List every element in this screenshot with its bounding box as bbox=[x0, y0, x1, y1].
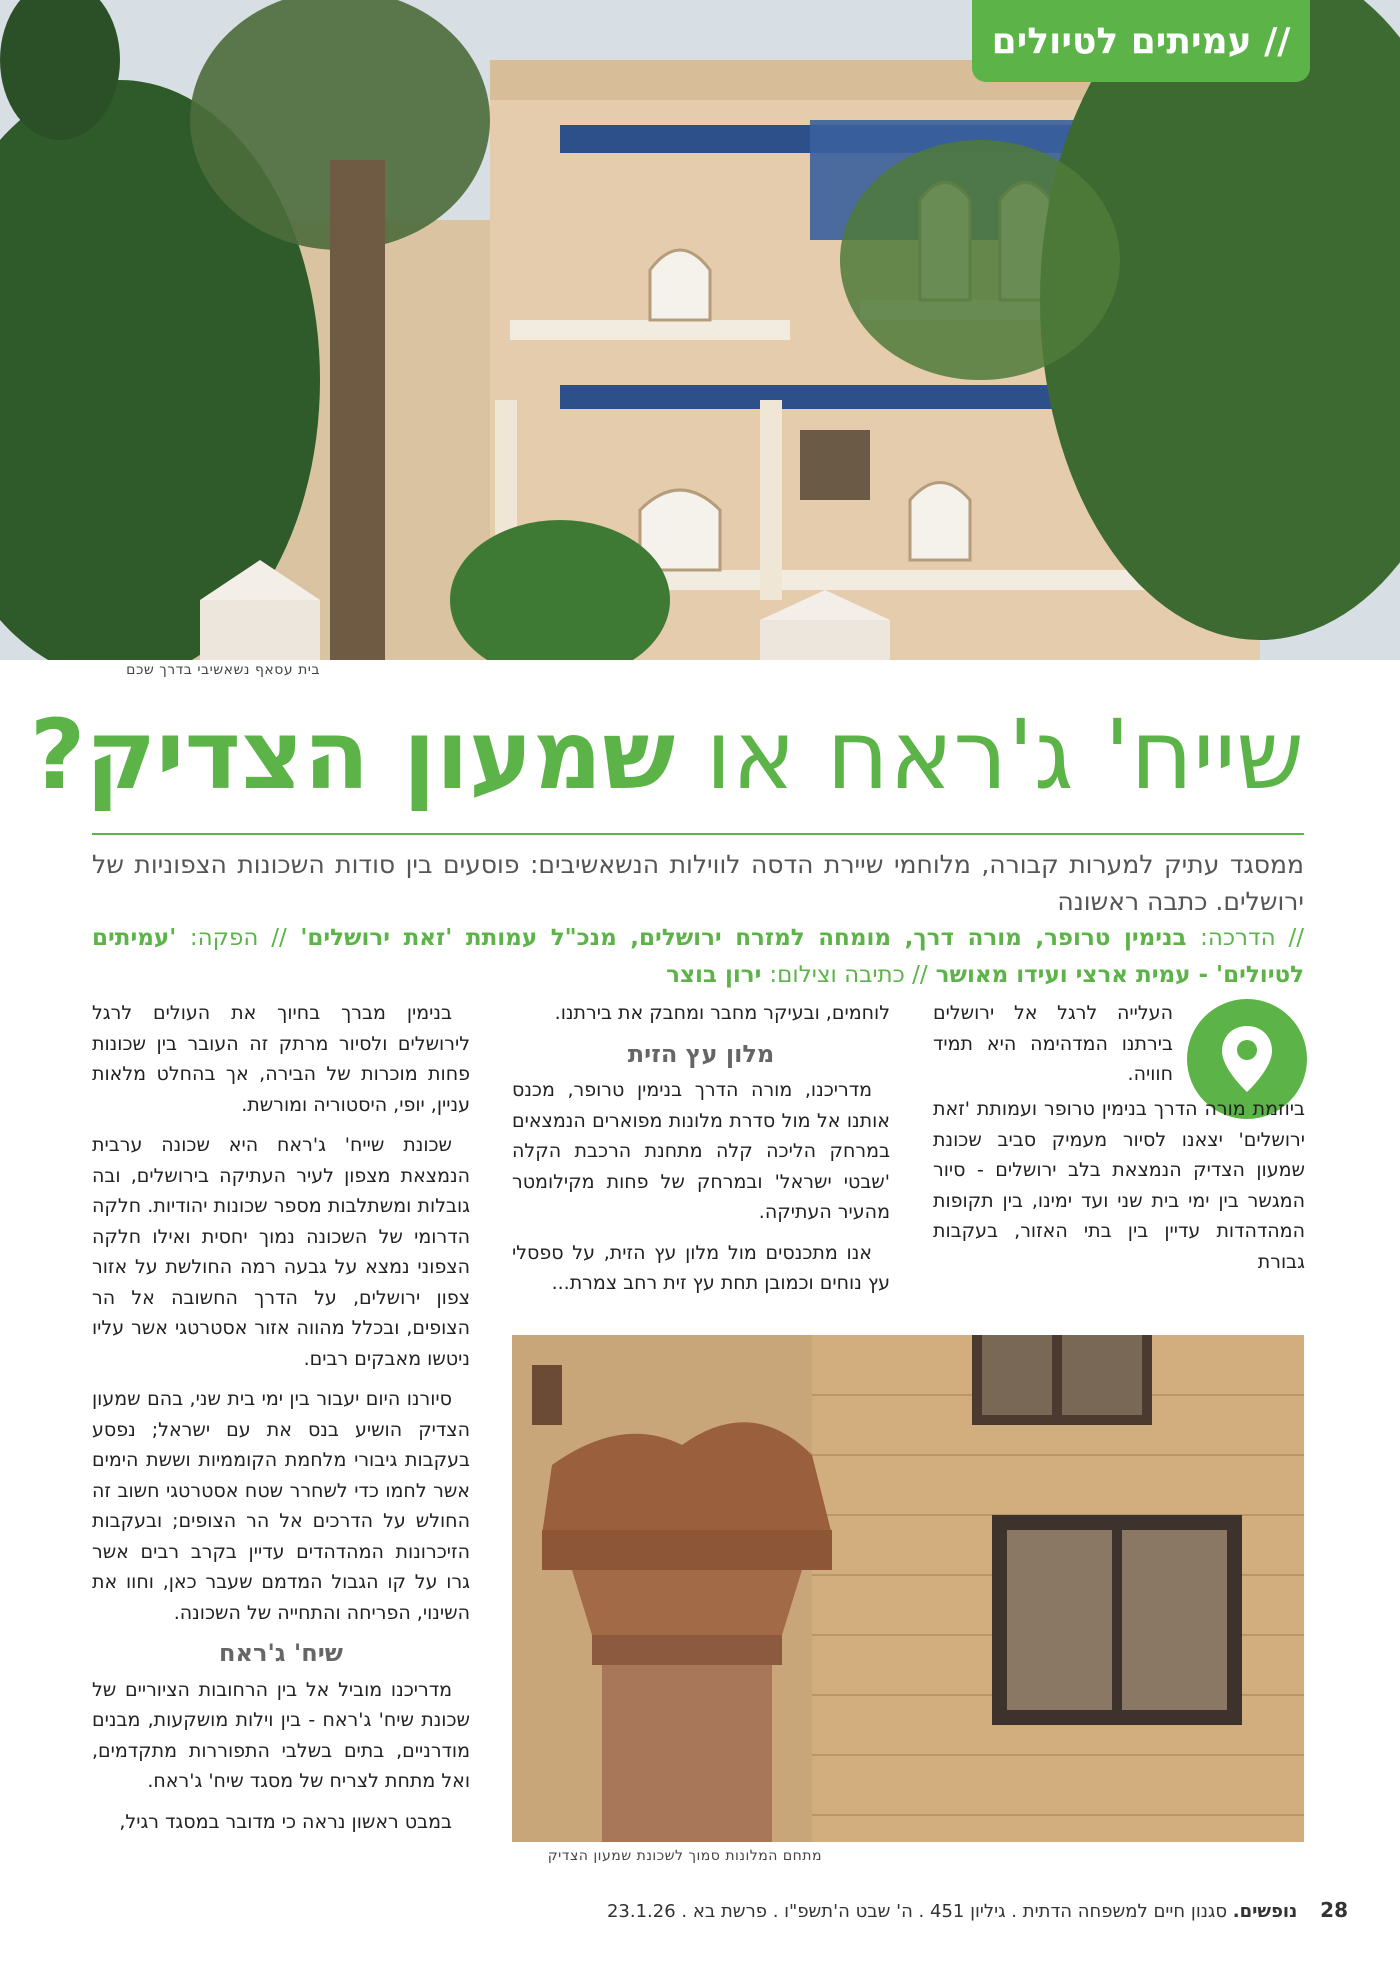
left-paragraph-5: במבט ראשון נראה כי מדובר במסגד רגיל, bbox=[119, 1810, 452, 1833]
hero-caption: בית עסאף נשאשיבי בדרך שכם bbox=[126, 662, 320, 678]
writing-label: // כתיבה וצילום: bbox=[769, 962, 928, 988]
column-left bbox=[92, 998, 470, 1847]
title-divider bbox=[92, 833, 1304, 835]
column-capital-illustration bbox=[512, 1335, 1304, 1842]
column-right-top bbox=[933, 998, 1173, 1100]
section-tag: // עמיתים לטיולים bbox=[972, 0, 1310, 82]
right-paragraph-2-text: ביוזמת מורה הדרך בנימין טרופר ועמותת 'זאת ירושלים' יצאנו לסיור מעמיק סביב שכונת שמעון הצדיק הנמצאת בלב ירושלים - סיור המגשר בין ימי בית שני ועד ימינו, בין תקופות המהדהדות עדיין בין בתי האזור, בעקבות גבורת bbox=[933, 1098, 1305, 1273]
middle-paragraph-3: אנו מתכנסים מול מלון עץ הזית, על ספסלי עץ נוחים וכמובן תחת עץ זית רחב צמרת... bbox=[512, 1241, 890, 1294]
left-paragraph-1: בנימין מברך בחיוך את העולים לרגל לירושלים ולסיור מרתק זה העובר בין שכונות פחות מוכרות של הבירה, אך בהחלט מלאות עניין, יופי, היסטוריה ומורשת. bbox=[92, 1002, 470, 1116]
magazine-name: נופשים. bbox=[1232, 1901, 1298, 1922]
left-heading: שיח' ג'ראח bbox=[219, 1639, 343, 1667]
production-label: // הפקה: bbox=[189, 925, 287, 951]
guide-name: בנימין טרופר, מורה דרך, מומחה למזרח ירושלים, מנכ"ל עמותת 'זאת ירושלים' bbox=[300, 925, 1187, 951]
middle-paragraph-1: לוחמים, ובעיקר מחבר ומחבק את בירתנו. bbox=[554, 1002, 890, 1024]
photo2-caption: מתחם המלונות סמוך לשכונת שמעון הצדיק bbox=[547, 1848, 822, 1864]
column-middle bbox=[512, 998, 890, 1309]
left-paragraph-2: שכונת שייח' ג'ראח היא שכונה ערבית הנמצאת מצפון לעיר העתיקה בירושלים, ובה גובלות ומשתלבות מספר שכונות יהודיות. חלקה הדרומי של השכונה נמוך יחסית ואילו חלקה הצפוני נמצא על גבעה רמה החולשת על אזור צפון ירושלים, על הדרך החשובה אל הר הצופים, ובכלל מהווה אזור אסטרטגי אשר עליו ניטשו מאבקים רבים. bbox=[92, 1134, 470, 1370]
title-part1: שייח' ג'ראח או bbox=[705, 699, 1304, 811]
left-paragraph-4: מדריכנו מוביל אל בין הרחובות הציוריים של שכונת שיח' ג'ראח - בין וילות מושקעות, מבנים מודרניים, בתים בשלבי התפוררות מתקדמים, ואל מתחת לצריח של מסגד שיח' ג'ראח. bbox=[92, 1678, 470, 1792]
page-title bbox=[29, 690, 1304, 820]
title-part2: שמעון הצדיק? bbox=[29, 699, 676, 811]
production-name: 'עמיתים לטיולים' - עמית ארצי ועידו מאושר bbox=[92, 925, 1304, 988]
credits-block bbox=[92, 920, 1304, 994]
location-pin-glyph bbox=[1220, 1024, 1274, 1094]
guide-label: // הדרכה: bbox=[1200, 925, 1304, 951]
page-number: 28 bbox=[1320, 1898, 1348, 1922]
lead-paragraph bbox=[92, 846, 1304, 920]
issue-details: סגנון חיים למשפחה הדתית . גיליון 451 . ה' שבט ה'תשפ"ו . פרשת בא . 23.1.26 bbox=[606, 1901, 1228, 1922]
column-right bbox=[933, 1094, 1305, 1287]
hero-building-illustration bbox=[0, 0, 1400, 660]
middle-paragraph-2: מדריכנו, מורה הדרך בנימין טרופר, מכנס אותנו אל מול סדרת מלונות מפוארים הנמצאים במרחק הליכה קלה מתחנת הרכבת הקלה 'שבטי ישראל' ובמרחק של פחות מקילומטר מהעיר העתיקה. bbox=[512, 1079, 890, 1223]
left-paragraph-3: סיורנו היום יעבור בין ימי בית שני, בהם שמעון הצדיק הושיע בנס את עם ישראל; נפסע בעקבות גיבורי מלחמת הקוממיות וששת הימים אשר לחמו כדי לשחרר שטח אסטרטגי חשוב זה החולש על הדרכים אל הר הצופים; ובעקבות הזיכרונות המהדהדים עדיין בקרב רבים אשר גרו על קו הגבול המדמם שעבר כאן, וחוו את השינוי, הפריחה והתחייה של השכונה. bbox=[92, 1388, 470, 1624]
middle-heading: מלון עץ הזית bbox=[627, 1039, 775, 1068]
right-paragraph-1: העלייה לרגל אל ירושלים בירתנו המדהימה היא תמיד חוויה. bbox=[933, 1002, 1173, 1085]
lead-text: ממסגד עתיק למערות קבורה, מלוחמי שיירת הדסה לווילות הנשאשיבים: פוסעים בין סודות השכונות הצפוניות של ירושלים. כתבה ראשונה bbox=[92, 850, 1304, 916]
writing-name: ירון בוצר bbox=[666, 962, 762, 988]
page-footer bbox=[90, 1898, 1348, 1922]
right-paragraph-2 bbox=[933, 1094, 1305, 1277]
hotel-column-photo bbox=[512, 1335, 1304, 1842]
hero-photo bbox=[0, 0, 1400, 660]
